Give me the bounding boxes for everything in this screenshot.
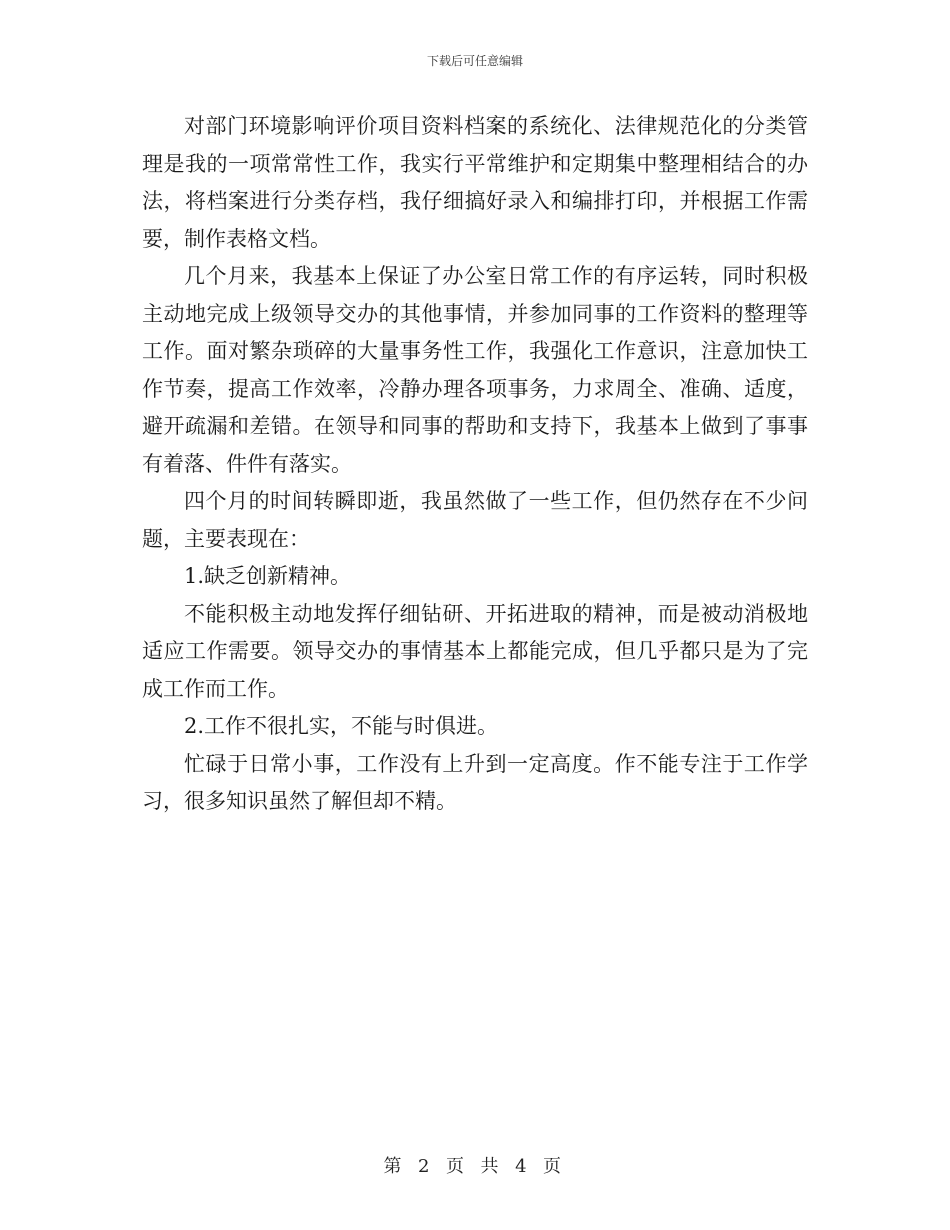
- page-number-footer: 第 2 页 共 4 页: [383, 1156, 567, 1177]
- problem-heading-1: 1.缺乏创新精神。: [184, 564, 352, 588]
- paragraph-problems-intro: 四个月的时间转瞬即逝，我虽然做了一些工作，但仍然存在不少问题，主要表现在：: [142, 489, 808, 551]
- page-header-note: 下载后可任意编辑: [426, 54, 523, 68]
- paragraph-archive-management: 对部门环境影响评价项目资料档案的系统化、法律规范化的分类管理是我的一项常常性工作，我实行平常维护和定期集中整理相结合的办法，将档案进行分类存档，我仔细搞好录入和编排打印，并根据工作需要，制作表格文档。: [142, 114, 808, 251]
- paragraph-problem-1-detail: 不能积极主动地发挥仔细钻研、开拓进取的精神，而是被动消极地适应工作需要。领导交办的事情基本上都能完成，但几乎都只是为了完成工作而工作。: [142, 601, 808, 701]
- problem-heading-2: 2.工作不很扎实，不能与时俱进。: [184, 714, 499, 738]
- paragraph-office-operations: 几个月来，我基本上保证了办公室日常工作的有序运转，同时积极主动地完成上级领导交办的其他事情，并参加同事的工作资料的整理等工作。面对繁杂琐碎的大量事务性工作，我强化工作意识，注意加快工作节奏，提高工作效率，冷静办理各项事务，力求周全、准确、适度，避开疏漏和差错。在领导和同事的帮助和支持下，我基本上做到了事事有着落、件件有落实。: [142, 264, 808, 476]
- document-body: [142, 108, 808, 821]
- paragraph-problem-2-detail: 忙碌于日常小事，工作没有上升到一定高度。作不能专注于工作学习，很多知识虽然了解但却不精。: [142, 751, 808, 813]
